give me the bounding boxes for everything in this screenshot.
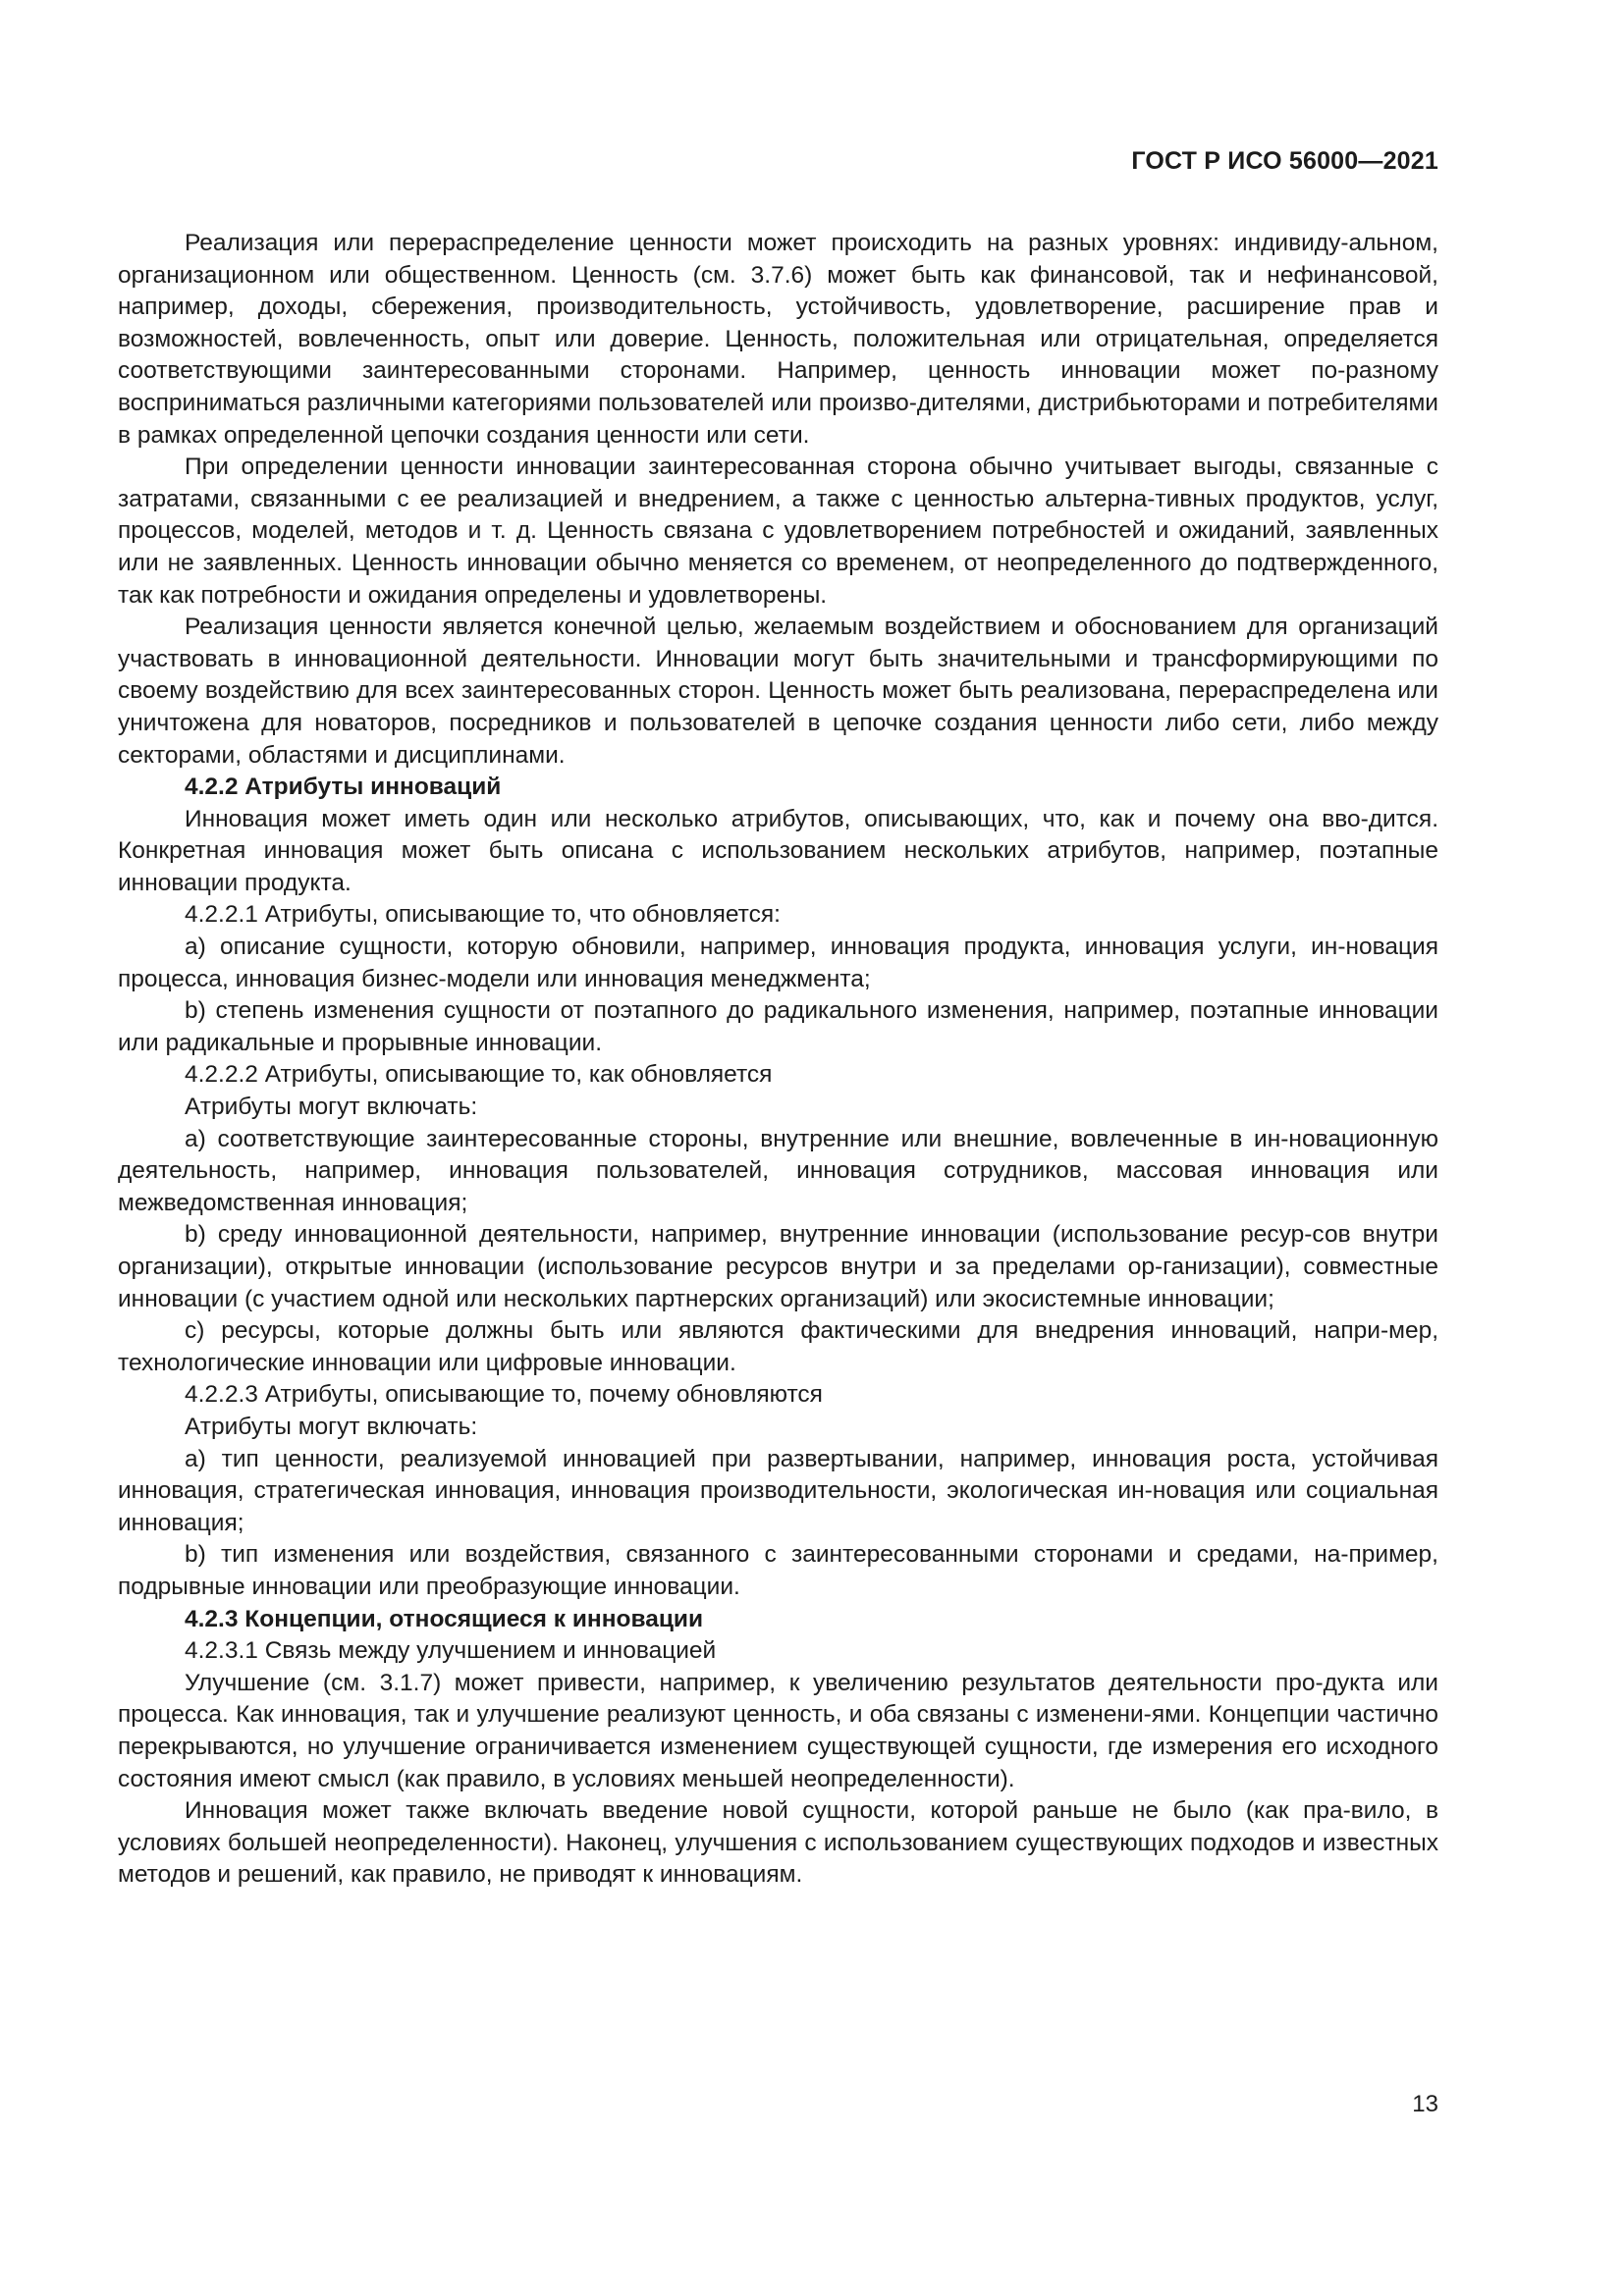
list-item: c) ресурсы, которые должны быть или являются фактическими для внедрения инноваций, напри-мер, технологические инновации или цифровые инновации.	[118, 1317, 1438, 1376]
paragraph: Улучшение (см. 3.1.7) может привести, например, к увеличению результатов деятельности про-дукта или процесса. Как инновация, так и улучшение реализуют ценность, и оба связаны с изменени-ями. Концепции частично перекрываются, но улучшение ограничивается изменением существующей сущности, где измерения его исходного состояния имеют смысл (как правило, в условиях меньшей неопределенности).	[118, 1669, 1438, 1792]
subsection-title: 4.2.2.2 Атрибуты, описывающие то, как обновляется	[185, 1061, 773, 1089]
list-item: b) тип изменения или воздействия, связанного с заинтересованными сторонами и средами, на-пример, подрывные инновации или преобразующие инновации.	[118, 1541, 1438, 1600]
subsection-title: 4.2.3.1 Связь между улучшением и инновацией	[185, 1637, 717, 1665]
list-item: а) описание сущности, которую обновили, например, инновация продукта, инновация услуги, ин-новация процесса, инновация бизнес-модели или инновация менеджмента;	[118, 934, 1438, 992]
section-heading: 4.2.2 Атрибуты инноваций	[185, 774, 502, 801]
subsection-title: 4.2.2.3 Атрибуты, описывающие то, почему обновляются	[185, 1381, 823, 1409]
paragraph: Атрибуты могут включать:	[185, 1413, 478, 1440]
paragraph: При определении ценности инновации заинтересованная сторона обычно учитывает выгоды, связанные с затратами, связанными с ее реализацией и внедрением, а также с ценностью альтерна-тивных продуктов, услуг, процессов, моделей, методов и т. д. Ценность связана с удовлетворением потребностей и ожиданий, заявленных или не заявленных. Ценность инновации обычно меняется со временем, от неопределенного до подтвержденного, так как потребности и ожидания определены и удовлетворены.	[118, 454, 1438, 609]
document-body	[118, 228, 1438, 1892]
list-item: b) среду инновационной деятельности, например, внутренние инновации (использование ресур-сов внутри организации), открытые инновации (использование ресурсов внутри и за пределами ор-ганизации), совместные инновации (с участием одной или нескольких партнерских организаций) или экосистемные инновации;	[118, 1221, 1438, 1312]
paragraph: Инновация может также включать введение новой сущности, которой раньше не было (как пра-вило, в условиях большей неопределенности). Наконец, улучшения с использованием существующих подходов и известных методов и решений, как правило, не приводят к инновациям.	[118, 1797, 1438, 1889]
subsection-title: 4.2.2.1 Атрибуты, описывающие то, что обновляется:	[185, 901, 781, 929]
paragraph: Реализация ценности является конечной целью, желаемым воздействием и обоснованием для организаций участвовать в инновационной деятельности. Инновации могут быть значительными и трансформирующими по своему воздействию для всех заинтересованных сторон. Ценность может быть реализована, перераспределена или уничтожена для новаторов, посредников и пользователей в цепочке создания ценности либо сети, либо между секторами, областями и дисциплинами.	[118, 614, 1438, 769]
paragraph: Атрибуты могут включать:	[185, 1094, 478, 1121]
page-number: 13	[1412, 2091, 1438, 2117]
section-heading: 4.2.3 Концепции, относящиеся к инновации	[185, 1605, 704, 1632]
paragraph: Инновация может иметь один или несколько атрибутов, описывающих, что, как и почему она вво-дится. Конкретная инновация может быть описана с использованием нескольких атрибутов, например, поэтапные инновации продукта.	[118, 805, 1438, 896]
list-item: b) степень изменения сущности от поэтапного до радикального изменения, например, поэтапные инновации или радикальные и прорывные инновации.	[118, 997, 1438, 1056]
paragraph: Реализация или перераспределение ценности может происходить на разных уровнях: индивиду-альном, организационном или общественном. Ценность (см. 3.7.6) может быть как финансовой, так и нефинансовой, например, доходы, сбережения, производительность, устойчивость, удовлетворение, расширение прав и возможностей, вовлеченность, опыт или доверие. Ценность, положительная или отрицательная, определяется соответствующими заинтересованными сторонами. Например, ценность инновации может по-разному восприниматься различными категориями пользователей или произво-дителями, дистрибьюторами и потребителями в рамках определенной цепочки создания ценности или сети.	[118, 230, 1438, 449]
list-item: а) соответствующие заинтересованные стороны, внутренние или внешние, вовлеченные в ин-новационную деятельность, например, инновация пользователей, инновация сотрудников, массовая инновация или межведомственная инновация;	[118, 1125, 1438, 1216]
list-item: а) тип ценности, реализуемой инновацией при развертывании, например, инновация роста, устойчивая инновация, стратегическая инновация, инновация производительности, экологическая ин-новация или социальная инновация;	[118, 1445, 1438, 1536]
document-header: ГОСТ Р ИСО 56000—2021	[1131, 147, 1438, 175]
